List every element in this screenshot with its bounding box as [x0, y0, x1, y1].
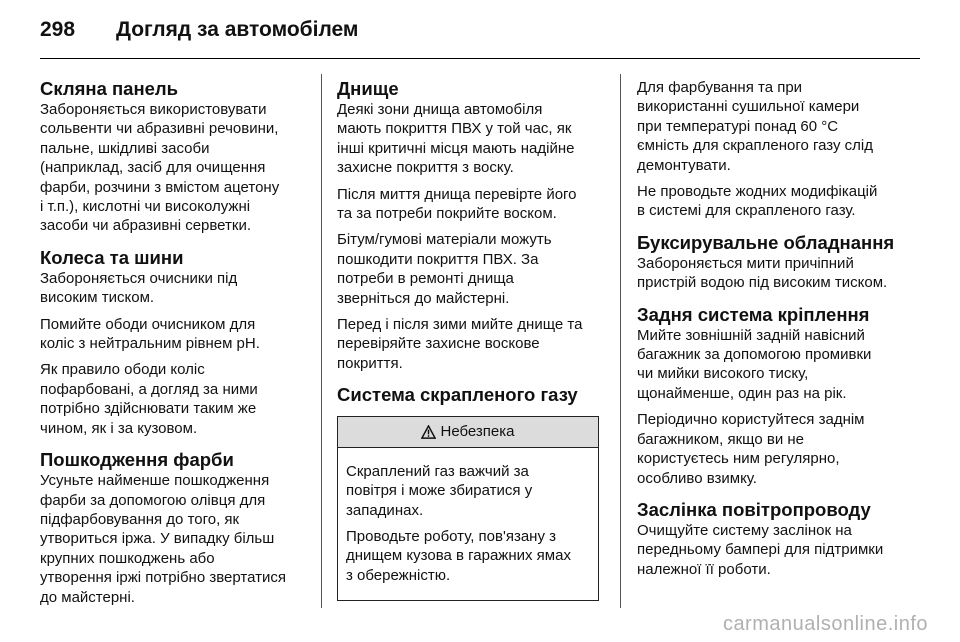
paragraph: Очищуйте систему заслінок на передньому бампері для підтримки належної її роботи.: [637, 521, 884, 578]
paragraph: Періодично користуйтеся заднім багажником, якщо ви не користуєтесь ним регулярно, особливо взимку.: [637, 411, 865, 487]
warning-triangle-icon: [421, 425, 436, 439]
section-lpg-continued: [637, 78, 927, 221]
header-rule: [40, 58, 920, 59]
warning-label: Небезпека: [440, 423, 515, 441]
paragraph: Проводьте роботу, пов'язану з днищем кузова в гаражних ямах з обережністю.: [346, 527, 571, 584]
paragraph: Забороняється використовувати сольвенти чи абразивні речовини, пальне, шкідливі засоби (наприклад, засіб для очищення фарби, розчини з вмістом ацетону і т.п.), кислотні чи високолужні засоби чи абразивні серветки.: [40, 101, 280, 235]
watermark: carmanualsonline.info: [722, 613, 928, 635]
paragraph: Для фарбування та при використанні сушильної камери при температурі понад 60 °C ємність для скрапленого газу слід демонтувати.: [637, 79, 874, 174]
column-3: [637, 78, 927, 590]
section-paint-damage: [40, 449, 310, 607]
warning-body: [338, 448, 598, 600]
chapter-title: Догляд за автомобілем: [116, 18, 359, 41]
paragraph: Після миття днища перевірте його та за потреби покрийте воском.: [337, 185, 577, 223]
section-underbody: [337, 78, 613, 373]
paragraph: Забороняється очисники під високим тиском.: [40, 269, 238, 307]
heading-glass-panel: Скляна панель: [40, 78, 179, 99]
paragraph: Перед і після зими мийте днище та перевіряйте захисне воскове покриття.: [337, 316, 583, 372]
column-2: [337, 78, 613, 601]
heading-air-flaps: Заслінка повітропроводу: [637, 498, 871, 520]
heading-underbody: Днище: [337, 78, 399, 99]
paragraph: Деякі зони днища автомобіля мають покриття ПВХ у той час, як інші критичні місця мають надійне захисне покриття з воску.: [337, 101, 575, 177]
paragraph: Усуньте найменше пошкодження фарби за допомогою олівця для підфарбовування до того, як утвориться іржа. У випадку більш крупних пошкоджень або утворення іржі потрібно звертатися до майстерні.: [40, 472, 286, 606]
heading-lpg-system: Система скрапленого газу: [337, 384, 578, 406]
paragraph: Не проводьте жодних модифікацій в системі для скрапленого газу.: [637, 183, 878, 220]
column-divider-1: [321, 74, 322, 608]
paragraph: Скраплений газ важчий за повітря і може збиратися у западинах.: [346, 462, 533, 519]
section-towing-equipment: [637, 232, 927, 293]
paragraph: Помийте ободи очисником для коліс з нейтральним рівнем pH.: [40, 315, 260, 353]
heading-paint-damage: Пошкодження фарби: [40, 449, 234, 471]
heading-towing-equipment: Буксирувальне обладнання: [637, 231, 895, 253]
section-wheels-tires: [40, 247, 310, 438]
page-header: [40, 18, 358, 42]
heading-wheels-tires: Колеса та шини: [40, 246, 184, 268]
section-air-flaps: [637, 499, 927, 579]
warning-box: [337, 416, 599, 601]
warning-header: [338, 417, 598, 447]
paragraph: Як правило ободи коліс пофарбовані, а догляд за ними потрібно здійснювати таким же чином, як і за кузовом.: [40, 361, 258, 437]
paragraph: Бітум/гумові матеріали можуть пошкодити покриття ПВХ. За потреби в ремонті днища зверніться до майстерні.: [337, 231, 552, 307]
section-glass-panel: [40, 78, 310, 236]
heading-rear-carrier: Задня система кріплення: [637, 303, 870, 325]
column-divider-2: [620, 74, 621, 608]
column-1: [40, 78, 310, 618]
paragraph: Мийте зовнішній задній навісний багажник за допомогою промивки чи мийки високого тиску, щонайменше, один раз на рік.: [637, 326, 872, 402]
paragraph: Забороняється мити причіпний пристрій водою під високим тиском.: [637, 254, 888, 292]
section-rear-carrier: [637, 304, 927, 488]
section-lpg-system: [337, 384, 613, 601]
page-number: 298: [40, 18, 76, 41]
